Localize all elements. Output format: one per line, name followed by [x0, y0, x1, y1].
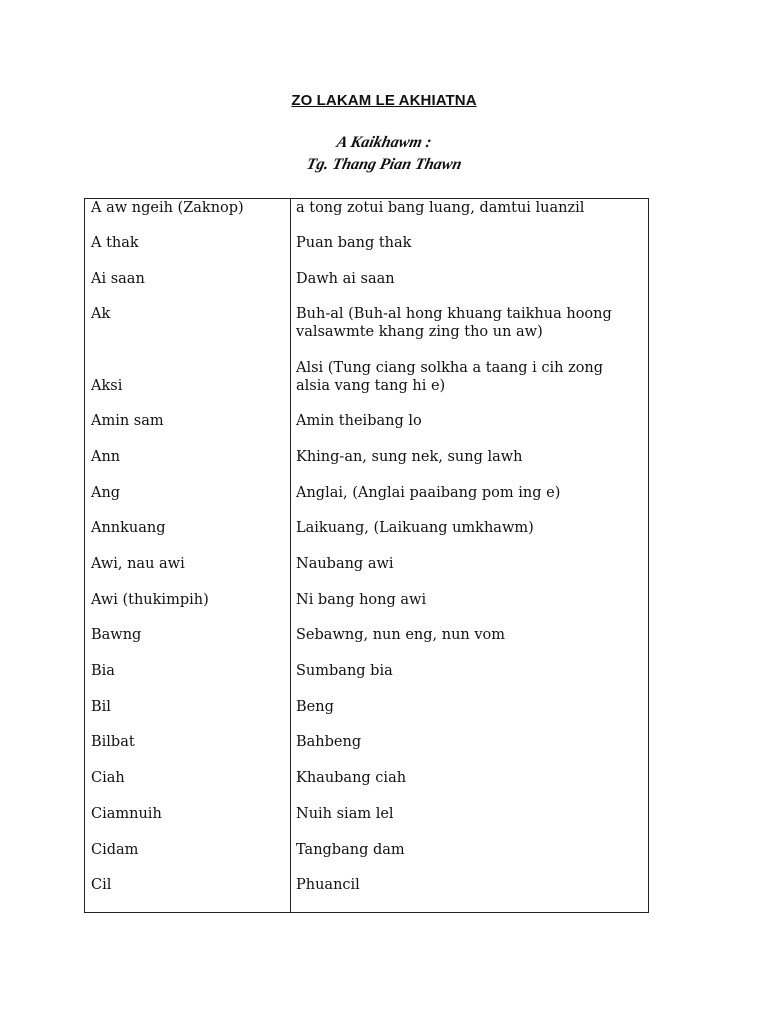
word-list-table: [84, 198, 649, 913]
definition-cell: Khing-an, sung nek, sung lawh: [296, 449, 523, 465]
definition-cell: Laikuang, (Laikuang umkhawm): [296, 520, 534, 536]
term-cell: Ai saan: [91, 271, 145, 287]
definition-cell: Amin theibang lo: [296, 413, 422, 429]
author-label: A Kaikhawm :: [335, 134, 434, 151]
column-divider: [290, 199, 291, 912]
author-name: Tg. Thang Pian Thawn: [304, 156, 464, 173]
term-cell: Ang: [91, 485, 121, 501]
definition-cell: Sumbang bia: [296, 663, 393, 679]
term-cell: Bilbat: [91, 734, 135, 750]
definition-cell: Phuancil: [296, 877, 360, 893]
term-cell: Ciah: [91, 770, 125, 786]
definition-cell: Sebawng, nun eng, nun vom: [296, 627, 506, 643]
term-cell: Cidam: [91, 842, 139, 858]
term-cell: Ak: [91, 306, 111, 322]
definition-cell: Bahbeng: [296, 734, 362, 750]
term-cell: A thak: [91, 235, 139, 251]
document-title: ZO LAKAM LE AKHIATNA: [291, 92, 477, 109]
term-cell: Cil: [91, 877, 112, 893]
definition-cell: Anglai, (Anglai paaibang pom ing e): [296, 485, 561, 501]
term-cell: A aw ngeih (Zaknop): [91, 200, 244, 216]
definition-cell: Alsi (Tung ciang solkha a taang i cih zong alsia vang tang hi e): [296, 360, 604, 394]
term-cell: Annkuang: [91, 520, 166, 536]
definition-cell: Naubang awi: [296, 556, 394, 572]
term-cell: Bia: [91, 663, 115, 679]
term-cell: Aksi: [91, 378, 123, 394]
term-cell: Amin sam: [91, 413, 164, 429]
term-cell: Awi (thukimpih): [91, 592, 209, 608]
term-cell: Bil: [91, 699, 111, 715]
term-cell: Bawng: [91, 627, 142, 643]
term-cell: Awi, nau awi: [91, 556, 185, 572]
definition-cell: Ni bang hong awi: [296, 592, 427, 608]
definition-cell: a tong zotui bang luang, damtui luanzil: [296, 200, 585, 216]
definition-cell: Beng: [296, 699, 334, 715]
definition-cell: Dawh ai saan: [296, 271, 395, 287]
term-cell: Ciamnuih: [91, 806, 162, 822]
term-cell: Ann: [91, 449, 121, 465]
definition-cell: Nuih siam lel: [296, 806, 394, 822]
definition-cell: Puan bang thak: [296, 235, 412, 251]
definition-cell: Buh-al (Buh-al hong khuang taikhua hoong valsawmte khang zing tho un aw): [296, 306, 612, 340]
definition-cell: Tangbang dam: [296, 842, 405, 858]
definition-cell: Khaubang ciah: [296, 770, 407, 786]
